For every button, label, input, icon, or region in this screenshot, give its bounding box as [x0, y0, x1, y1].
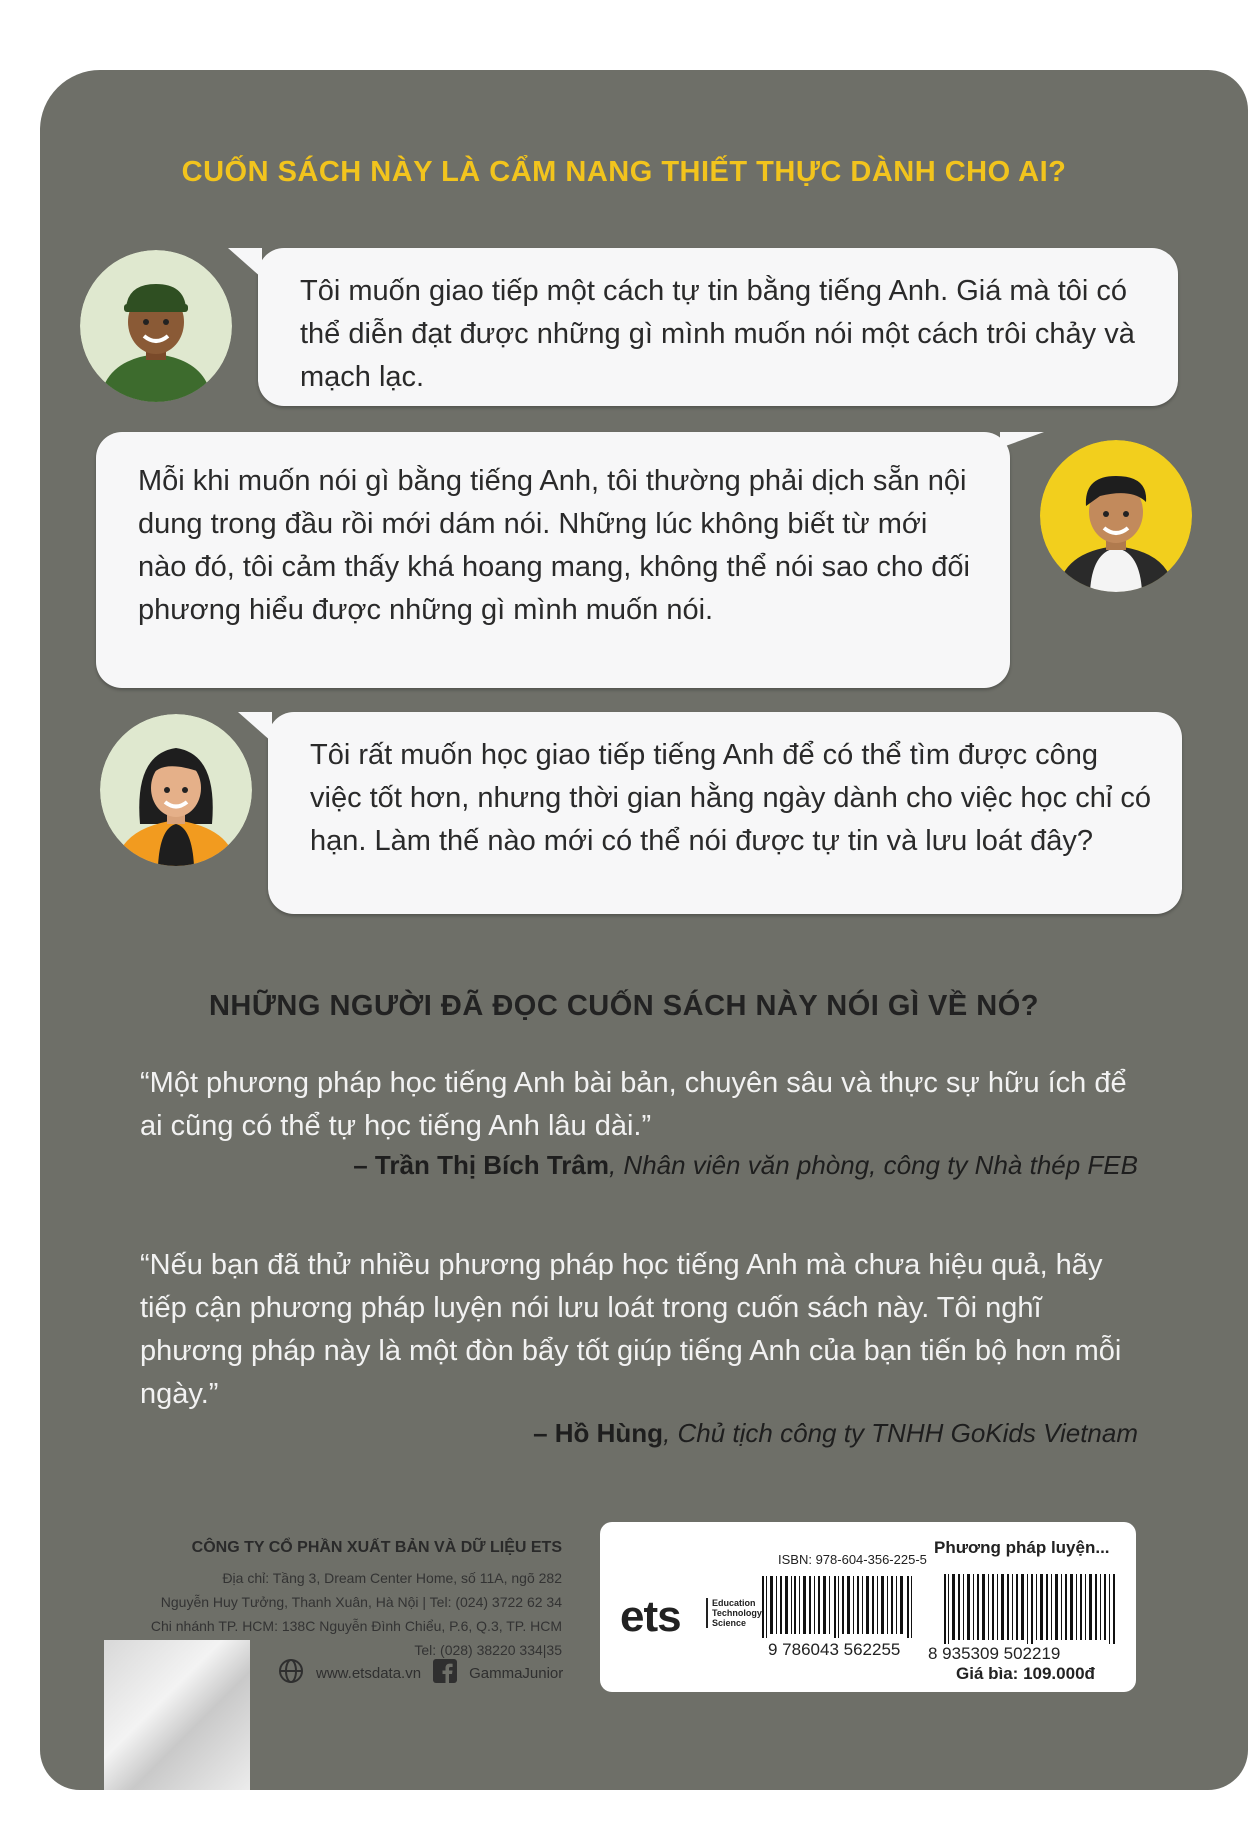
isbn-barcode — [760, 1576, 920, 1638]
bubble-tail — [238, 712, 272, 742]
isbn-digits: 9 786043 562255 — [768, 1640, 901, 1659]
testimonial-1-attribution — [353, 1150, 1138, 1181]
avatar-woman — [100, 714, 252, 866]
bubble-tail — [1000, 432, 1044, 448]
speech-bubble-1 — [258, 248, 1178, 406]
globe-icon — [278, 1658, 304, 1688]
heading-who-for: CUỐN SÁCH NÀY LÀ CẨM NANG THIẾT THỰC DÀNH CHO AI? — [181, 156, 1067, 188]
isbn-label: ISBN: 978-604-356-225-5 — [778, 1552, 927, 1567]
testimonial-2-role: , Chủ tịch công ty TNHH GoKids Vietnam — [663, 1418, 1138, 1448]
testimonial-1-role: , Nhân viên văn phòng, công ty Nhà thép FEB — [608, 1150, 1138, 1180]
testimonial-2-attribution — [533, 1418, 1138, 1449]
ean-digits: 8 935309 502219 — [928, 1644, 1061, 1663]
publisher-links — [278, 1658, 563, 1688]
testimonial-1-text: “Một phương pháp học tiếng Anh bài bản, chuyên sâu và thực sự hữu ích để ai cũng có thể tự học tiếng Anh lâu dài.” — [140, 1067, 1127, 1142]
publisher-address-line: Tel: (028) 38220 334|35 — [414, 1642, 562, 1658]
avatar-man-cap — [80, 250, 232, 402]
publisher-address-line: Địa chỉ: Tầng 3, Dream Center Home, số 11A, ngõ 282 — [222, 1570, 562, 1586]
ets-logo: ets — [620, 1592, 681, 1641]
speech-bubble-3 — [268, 712, 1182, 914]
ean-barcode — [942, 1574, 1122, 1644]
bubble-tail — [228, 248, 262, 278]
publisher-name: CÔNG TY CỔ PHẦN XUẤT BẢN VÀ DỮ LIỆU ETS — [191, 1539, 562, 1556]
bubble-2-text: Mỗi khi muốn nói gì bằng tiếng Anh, tôi thường phải dịch sẵn nội dung trong đầu rồi mới dám nói. Những lúc không biết từ mới nào đó, tôi cảm thấy khá hoang mang, không thể nói sao cho đối phương hiểu được những gì mình muốn nói. — [138, 465, 970, 626]
publisher-address-line: Chi nhánh TP. HCM: 138C Nguyễn Đình Chiểu, P.6, Q.3, TP. HCM — [150, 1618, 562, 1634]
ets-sub-line: Education — [712, 1598, 756, 1608]
hologram-sticker — [104, 1640, 250, 1790]
heading-readers-say: NHỮNG NGƯỜI ĐÃ ĐỌC CUỐN SÁCH NÀY NÓI GÌ VỀ NÓ? — [208, 990, 1040, 1022]
barcode-book-title: Phương pháp luyện... — [934, 1538, 1110, 1557]
website-link[interactable]: www.etsdata.vn — [316, 1664, 422, 1682]
testimonial-2-author: – Hồ Hùng — [533, 1418, 664, 1448]
barcode-panel — [600, 1522, 1136, 1692]
avatar-young-man — [1040, 440, 1192, 592]
speech-bubble-2 — [96, 432, 1010, 688]
bubble-1-text: Tôi muốn giao tiếp một cách tự tin bằng tiếng Anh. Giá mà tôi có thể diễn đạt được những gì mình muốn nói một cách trôi chảy và mạch lạc. — [300, 275, 1135, 393]
ets-logo-subtitle — [706, 1598, 762, 1628]
ets-sub-line: Technology — [712, 1608, 762, 1618]
testimonial-1-author: – Trần Thị Bích Trâm — [353, 1150, 609, 1180]
publisher-address-line: Nguyễn Huy Tưởng, Thanh Xuân, Hà Nội | Tel: (024) 3722 62 34 — [160, 1594, 562, 1610]
facebook-link[interactable]: GammaJunior — [469, 1664, 564, 1682]
cover-price: Giá bìa: 109.000đ — [956, 1664, 1095, 1683]
testimonial-2-text: “Nếu bạn đã thử nhiều phương pháp học tiếng Anh mà chưa hiệu quả, hãy tiếp cận phương pháp luyện nói lưu loát trong cuốn sách này. Tôi nghĩ phương pháp này là một đòn bẩy tốt giúp tiếng Anh của bạn tiến bộ hơn mỗi ngày.” — [140, 1249, 1122, 1410]
ets-sub-line: Science — [712, 1618, 747, 1628]
bubble-3-text: Tôi rất muốn học giao tiếp tiếng Anh để có thể tìm được công việc tốt hơn, nhưng thời gian hằng ngày dành cho việc học chỉ có hạn. Làm thế nào mới có thể nói được tự tin và lưu loát đây? — [310, 739, 1151, 857]
facebook-icon — [433, 1659, 457, 1687]
